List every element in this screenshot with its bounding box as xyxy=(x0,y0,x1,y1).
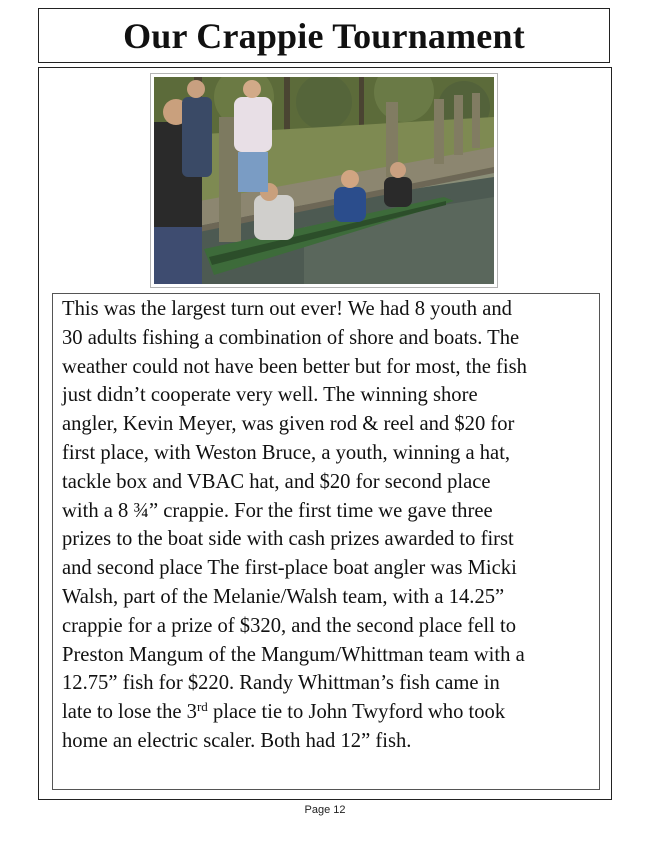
article-line: weather could not have been better but for most, the fish xyxy=(62,355,527,378)
article-line: tackle box and VBAC hat, and $20 for second place xyxy=(62,470,491,493)
article-line: late to lose the 3 xyxy=(62,701,197,724)
article-line: This was the largest turn out ever! We had 8 youth and xyxy=(62,298,512,320)
article-line: angler, Kevin Meyer, was given rod & reel and $20 for xyxy=(62,413,515,436)
article-box xyxy=(52,293,600,790)
tournament-photo-icon xyxy=(154,77,494,284)
page-title: Our Crappie Tournament xyxy=(123,15,525,56)
article-line: Preston Mangum of the Mangum/Whittman team with a xyxy=(62,643,525,666)
article-line: and second place The first-place boat angler was Micki xyxy=(62,557,517,580)
article-line: home an electric scaler. Both had 12” fish. xyxy=(62,729,412,752)
photo-frame xyxy=(150,73,498,288)
article-line: place tie to John Twyford who took xyxy=(207,701,506,724)
title-box xyxy=(38,8,610,63)
article-line: Walsh, part of the Melanie/Walsh team, with a 14.25” xyxy=(62,585,505,608)
article-line: crappie for a prize of $320, and the second place fell to xyxy=(62,614,517,637)
article-line: with a 8 ¾” crappie. For the first time we gave three xyxy=(62,499,493,522)
article-line: 30 adults fishing a combination of shore and boats. The xyxy=(62,326,520,349)
article-line: 12.75” fish for $220. Randy Whittman’s fish came in xyxy=(62,672,500,695)
page-number: Page 12 xyxy=(304,804,346,816)
ordinal-suffix: rd xyxy=(196,699,208,715)
article-line: just didn’t cooperate very well. The winning shore xyxy=(62,384,478,407)
article-body xyxy=(62,295,593,756)
article-line: first place, with Weston Bruce, a youth, winning a hat, xyxy=(62,441,511,464)
article-line: prizes to the boat side with cash prizes awarded to first xyxy=(62,528,514,551)
